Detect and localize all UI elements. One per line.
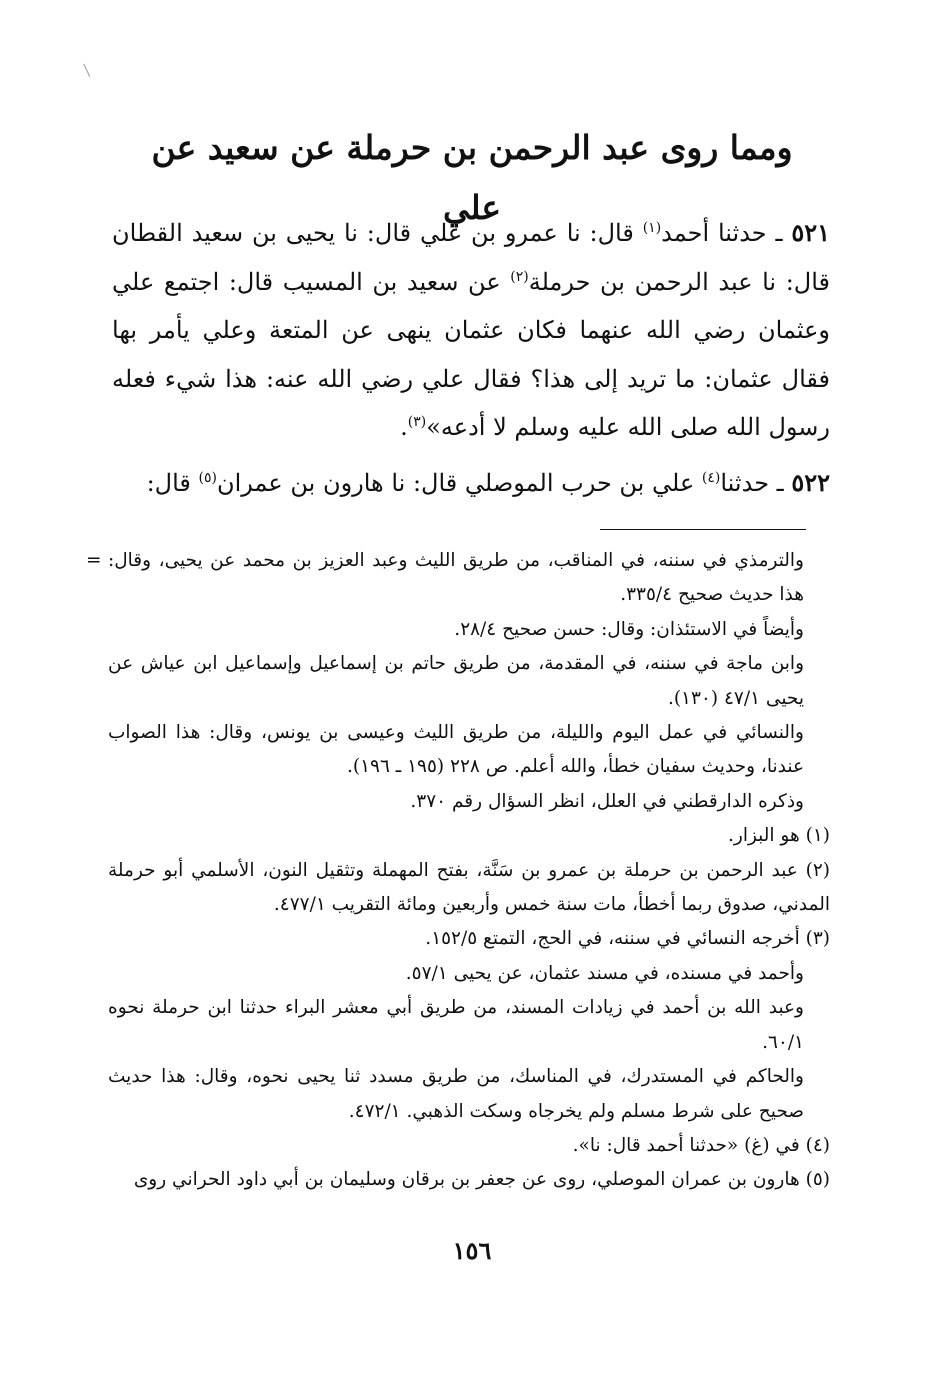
footnotes — [86, 544, 831, 1198]
footnote-ref: (١) — [642, 220, 662, 236]
footnote-line: وابن ماجة في سننه، في المقدمة، من طريق حاتم بن إسماعيل وإسماعيل ابن عياش عن يحيى ٤٧/١ (١٣٠). — [108, 653, 804, 709]
hadith-522: ٥٢٢ ـ حدثنا$^{(٤)}$ علي بن حرب الموصلي قال: نا هارون بن عمران$^{(٥)}$ قال: — [146, 467, 830, 497]
hadith-number: ٥٢١ — [791, 218, 831, 247]
footnote-ref: (٤) — [701, 469, 721, 486]
footnote-line: وذكره الدارقطني في العلل، انظر السؤال رقم ٣٧٠. — [410, 790, 804, 812]
footnote-3: (٣) أخرجه النسائي في سننه، في الحج، التمتع ١٥٢/٥. — [425, 928, 830, 950]
footnote-ref: (٥) — [198, 469, 217, 486]
page-number: ١٥٦ — [452, 1236, 492, 1265]
hadith-521: ٥٢١ ـ حدثنا أحمد$^{(١)}$ قال: نا عمرو بن علي قال: نا يحيى بن سعيد القطان قال: نا عبد الرحمن بن حرملة$^{(٢)}$ عن سعيد بن المسيب قال: اجتمع علي وعثمان رضي الله عنهما فكان عثمان ينهى عن المتعة وعلي يأمر بها فقال عثمان: ما تريد إلى هذا؟ فقال علي رضي الله عنه: هذا شيء فعله رسول الله صلى الله عليه وسلم لا أدعه»$^{(٣)}$. — [112, 218, 831, 442]
footnote-line: والنسائي في عمل اليوم والليلة، من طريق الليث وعيسى بن يونس، وقال: هذا الصواب عندنا، وحديث سفيان خطأ، والله أعلم. ص ٢٢٨ (١٩٥ ـ ١٩٦). — [108, 722, 804, 778]
footnote-separator — [600, 529, 806, 530]
footnote-line: والحاكم في المستدرك، في المناسك، من طريق مسدد ثنا يحيى نحوه، وقال: هذا حديث صحيح على شرط مسلم ولم يخرجاه وسكت الذهبي. ٤٧٢/١. — [108, 1066, 804, 1122]
footnote-line: وأحمد في مسنده، في مسند عثمان، عن يحيى ٥٧/١. — [405, 962, 804, 984]
footnote-4: (٤) في (غ) «حدثنا أحمد قال: نا». — [572, 1134, 830, 1156]
footnote-ref: (٣) — [407, 414, 427, 431]
footnote-line: وأيضاً في الاستئذان: وقال: حسن صحيح ٢٨/٤. — [454, 618, 804, 640]
main-text — [112, 209, 830, 508]
section-title: ومما روى عبد الرحمن بن حرملة عن سعيد عن علي — [151, 128, 793, 227]
hadith-number: ٥٢٢ — [791, 467, 830, 497]
footnote-ref: (٢) — [510, 268, 529, 285]
continuation-marker: = — [86, 550, 102, 571]
footnote-continuation: = والترمذي في سننه، في المناقب، من طريق الليث وعبد العزيز بن محمد عن يحيى، وقال: هذا حديث صحيح ٣٣٥/٤. — [108, 544, 830, 613]
footnote-1: (١) هو البزار. — [728, 825, 830, 847]
footnote-line: وعبد الله بن أحمد في زيادات المسند، من طريق أبي معشر البراء حدثنا ابن حرملة نحوه ٦٠/١. — [108, 997, 804, 1053]
margin-mark — [83, 61, 95, 77]
footnote-2: (٢) عبد الرحمن بن حرملة بن عمرو بن سَنَّة، بفتح المهملة وتثقيل النون، الأسلمي أبو حرملة المدني، صدوق ربما أخطأ، مات سنة خمس وأربعين ومائة التقريب ٤٧٧/١. — [108, 859, 831, 916]
footnote-5: (٥) هارون بن عمران الموصلي، روى عن جعفر بن برقان وسليمان بن أبي داود الحراني روى — [133, 1169, 830, 1191]
